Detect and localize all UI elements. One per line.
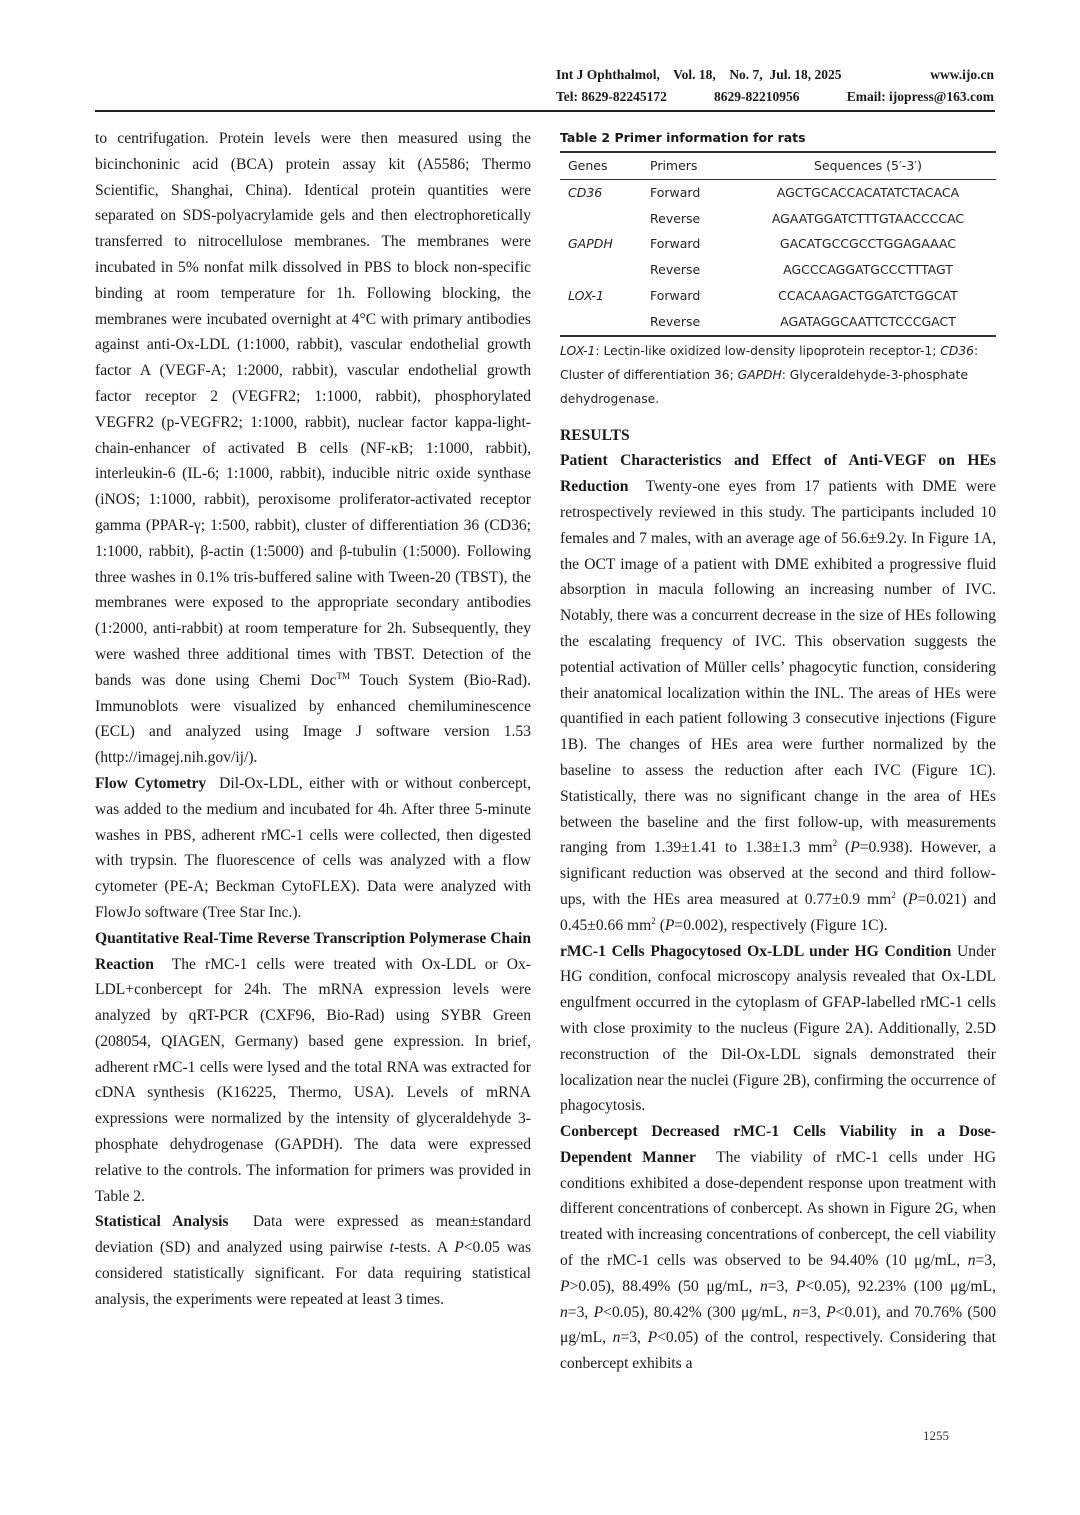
statistical-analysis-paragraph: [95, 1209, 535, 1312]
column-header-sequences: Sequences (5′-3′): [814, 158, 922, 173]
paragraph-text: =0.002), respectively (Figure 1C).: [674, 916, 888, 934]
paragraph-text: <0.05) of the control, respectively. Considering that conbercept exhibits a: [560, 1329, 996, 1373]
journal-name: Int J Ophthalmol,: [556, 67, 660, 82]
paragraph-text: <0.01), and 70.76% (500 μg/mL,: [560, 1303, 996, 1347]
paragraph-text: Touch System (Bio-Rad). Immunoblots were visualized by enhanced chemiluminescence (ECL) and analyzed using Image J software version 1.53 (http://imagej.nih.gov/ij/).: [95, 671, 531, 767]
abbrev-definition: : Lectin-like oxidized low-density lipoprotein receptor-1;: [595, 343, 941, 358]
gene-cell: LOX-1: [568, 287, 604, 303]
trademark-superscript: TM: [336, 670, 350, 681]
superscript: 2: [651, 915, 656, 926]
table-row: [560, 257, 996, 283]
paragraph-text: Data were expressed as mean±standard deviation (SD) and analyzed using pairwise: [95, 1213, 535, 1257]
primer-table: [560, 151, 996, 337]
paragraph-text: to centrifugation. Protein levels were then measured using the bicinchoninic acid (BCA) protein assay kit (A5586; Thermo Scientific, Shanghai, China). Identical protein quantities were separated on SDS-polyacrylamide gels and then electrophoretically transferred to nitrocellulose membranes. The membranes were incubated in 5% nonfat milk dissolved in PBS to block non-specific binding at room temperature for 1h. Following blocking, the membranes were incubated overnight at 4°C with primary antibodies against anti-Ox-LDL (1:1000, rabbit), vascular endothelial growth factor A (VEGF-A; 1:2000, rabbit), vascular endothelial growth factor receptor 2 (VEGFR2; 1:1000, rabbit), phosphorylated VEGFR2 (p-VEGFR2; 1:1000, rabbit), nuclear factor kappa-light-chain-enhancer of activated B cells (NF-κB; 1:1000, rabbit), interleukin-6 (IL-6; 1:1000, rabbit), inducible nitric oxide synthase (iNOS; 1:1000, rabbit), peroxisome proliferator-activated receptor gamma (PPAR-γ; 1:500, rabbit), cluster of differentiation 36 (CD36; 1:1000, rabbit), β-actin (1:5000) and β-tubulin (1:5000). Following three washes in 0.1% tris-buffered saline with Tween-20 (TBST), the membranes were exposed to the appropriate secondary antibodies (1:2000, anti-rabbit) at room temperature for 2h. Subsequently, they were washed three additional times with TBST. Detection of the bands was done using Chemi Doc: [95, 130, 531, 689]
paragraph-text: >0.05), 88.49% (50 μg/mL,: [569, 1277, 760, 1295]
sequence-cell: AGCTGCACCACATATCTACACA: [776, 184, 960, 200]
abbrev-definition: : Cluster of differentiation 36;: [560, 343, 979, 382]
primer-cell: Reverse: [650, 313, 701, 329]
paragraph-text: <0.05), 92.23% (100 μg/mL,: [805, 1277, 996, 1295]
sequence-cell: AGAATGGATCTTTGTAACCCCAC: [771, 210, 965, 226]
journal-issue: No. 7,: [729, 67, 763, 82]
column-header-genes: Genes: [568, 158, 608, 173]
italic-symbol: P: [907, 890, 918, 908]
superscript: 2: [891, 889, 896, 900]
journal-volume: Vol. 18,: [673, 67, 716, 82]
conbercept-viability-paragraph: [560, 1119, 1000, 1377]
paragraph-text: =0.938). However, a significant reduction was observed at the second and third follow-ups, with the HEs area measured at 0.77±0.9 mm: [560, 839, 996, 908]
italic-symbol: P: [593, 1303, 604, 1321]
gene-cell: [560, 257, 650, 283]
italic-symbol: P: [850, 839, 860, 857]
paragraph-text: The rMC-1 cells were treated with Ox-LDL or Ox-LDL+conbercept for 24h. The mRNA expression levels were analyzed by qRT-PCR (CXF96, Bio-Rad) using SYBR Green (208054, QIAGEN, Germany) based gene expression. In brief, adherent rMC-1 cells were lysed and the total RNA was extracted for cDNA synthesis (K16225, Thermo, USA). Levels of mRNA expressions were normalized by the intensity of glyceraldehyde 3-phosphate dehydrogenase (GAPDH). The data were expressed relative to the controls. The information for primers was provided in Table 2.: [95, 955, 535, 1205]
journal-citation: [556, 64, 841, 86]
journal-email[interactable]: Email: ijopress@163.com: [846, 89, 994, 104]
primer-cell: Forward: [650, 287, 701, 303]
sequence-cell: GACATGCCGCCTGGAGAAAC: [779, 236, 957, 252]
paragraph-text: =3,: [975, 1252, 996, 1270]
journal-date: Jul. 18, 2025: [769, 67, 842, 82]
paragraph-text: Dil-Ox-LDL, either with or without conbercept, was added to the medium and incubated for 4h. After three 5-minute washes in PBS, adherent rMC-1 cells were collected, then digested with trypsin. The fluorescence of cells was analyzed with a flow cytometer (PE-A; Beckman CytoFLEX). Data were analyzed with FlowJo software (Tree Star Inc.).: [95, 774, 535, 921]
paragraph-text: =3,: [620, 1329, 648, 1347]
gene-cell: [560, 206, 650, 232]
sequence-cell: AGCCCAGGATGCCCTTTAGT: [783, 262, 953, 278]
table-2: [560, 128, 996, 411]
italic-symbol: P: [647, 1329, 658, 1347]
paragraph-text: Under HG condition, confocal microscopy analysis revealed that Ox-LDL engulfment occurred in the cytoplasm of GFAP-labelled rMC-1 cells with close proximity to the nucleus (Figure 2A). Additionally, 2.5D reconstruction of the Dil-Ox-LDL signals demonstrated their localization near the nuclei (Figure 2B), confirming the occurrence of phagocytosis.: [560, 942, 997, 1115]
page-number: 1255: [923, 1428, 949, 1443]
italic-symbol: P: [795, 1277, 806, 1295]
italic-symbol: n: [612, 1329, 621, 1347]
journal-header: [556, 64, 994, 108]
paragraph-text: =0.021) and 0.45±0.66 mm: [560, 890, 996, 934]
table-row: [560, 206, 996, 232]
paragraph-text: <0.05), 80.42% (300 μg/mL,: [603, 1303, 793, 1321]
italic-symbol: P: [560, 1277, 570, 1295]
section-heading-qpcr: Quantitative Real-Time Reverse Transcription Polymerase Chain Reaction: [95, 929, 531, 973]
primer-cell: Reverse: [650, 262, 701, 278]
section-heading-conbercept-viability: Conbercept Decreased rMC-1 Cells Viability in a Dose-Dependent Manner: [560, 1123, 996, 1166]
primer-cell: Forward: [650, 236, 701, 252]
left-column: [95, 126, 535, 1313]
table-footnote: [560, 339, 996, 411]
header-row-1: [556, 64, 994, 86]
western-blot-paragraph: [95, 126, 531, 771]
section-heading-statistical-analysis: Statistical Analysis: [95, 1213, 229, 1231]
results-heading: RESULTS: [560, 426, 630, 444]
italic-symbol: t: [389, 1239, 394, 1257]
table-row: [560, 231, 996, 257]
paragraph-text: =3,: [567, 1303, 594, 1321]
abbrev-term: GAPDH: [737, 367, 782, 382]
qpcr-paragraph: [95, 926, 535, 1210]
primer-cell: Reverse: [650, 210, 701, 226]
gene-cell: [560, 309, 650, 336]
column-header-primers: Primers: [650, 158, 698, 173]
journal-tel: Tel: 8629-82245172: [556, 89, 667, 104]
gene-cell: GAPDH: [568, 236, 613, 252]
header-row-2: [556, 86, 994, 108]
paragraph-text: (: [655, 916, 665, 934]
italic-symbol: n: [759, 1277, 768, 1295]
journal-tel-2: 8629-82210956: [714, 89, 800, 104]
italic-symbol: n: [560, 1303, 568, 1321]
abbrev-term: CD36: [940, 343, 974, 358]
italic-symbol: n: [792, 1303, 801, 1321]
paragraph-text: =3,: [767, 1277, 796, 1295]
table-header-row: [560, 152, 996, 179]
italic-symbol: P: [454, 1239, 464, 1257]
table-title: Table 2 Primer information for rats: [560, 130, 806, 145]
abbrev-term: LOX-1: [560, 343, 596, 358]
header-divider: [95, 110, 995, 112]
italic-symbol: n: [967, 1252, 976, 1270]
italic-symbol: P: [664, 916, 675, 934]
phagocytosis-paragraph: [560, 939, 996, 1120]
paragraph-text: -tests. A: [393, 1239, 455, 1257]
italic-symbol: P: [826, 1303, 836, 1321]
table-row: [560, 179, 996, 205]
journal-website-link[interactable]: www.ijo.cn: [930, 67, 994, 82]
paragraph-text: <0.05 was considered statistically significant. For data requiring statistical analysis, the experiments were repeated at least 3 times.: [95, 1239, 532, 1308]
abbrev-definition: : Glyceraldehyde-3-phosphate dehydrogenase.: [560, 367, 968, 406]
right-column: [560, 126, 1000, 1377]
flow-cytometry-paragraph: [95, 771, 535, 926]
superscript: 2: [832, 838, 838, 849]
table-row: [560, 283, 996, 309]
paragraph-text: (: [837, 839, 851, 857]
paragraph-text: The viability of rMC-1 cells under HG conditions exhibited a dose-dependent response upon treatment with different concentrations of conbercept. As shown in Figure 2G, when treated with increasing concentrations of conbercept, the cell viability of the rMC-1 cells was observed to be 94.40% (10 μg/mL,: [560, 1148, 1000, 1270]
paragraph-text: =3,: [800, 1303, 827, 1321]
section-heading-phagocytosis: rMC-1 Cells Phagocytosed Ox-LDL under HG Condition: [560, 942, 952, 960]
paragraph-text: Twenty-one eyes from 17 patients with DME were retrospectively reviewed in this study. The participants included 10 females and 7 males, with an average age of 56.6±9.2y. In Figure 1A, the OCT image of a patient with DME exhibited a progressive fluid absorption in macula following an increasing number of IVC. Notably, there was a concurrent decrease in the size of HEs following the escalating frequency of IVC. This observation suggests the potential activation of Müller cells’ phagocytic function, considering their anatomical localization within the INL. The areas of HEs were quantified in each patient following 3 consecutive injections (Figure 1B). The changes of HEs area were further normalized by the baseline to assess the reduction after each IVC (Figure 1C). Statistically, there was no significant change in the area of HEs between the baseline and the first follow-up, with measurements ranging from 1.39±1.41 to 1.38±1.3 mm: [560, 478, 1000, 857]
section-heading-flow-cytometry: Flow Cytometry: [95, 774, 207, 792]
sequence-cell: AGATAGGCAATTCTCCCGACT: [780, 313, 956, 329]
table-row: [560, 309, 996, 336]
section-heading-patient-characteristics: Patient Characteristics and Effect of Anti-VEGF on HEs Reduction: [560, 452, 996, 496]
sequence-cell: CCACAAGACTGGATCTGGCAT: [778, 287, 958, 303]
gene-cell: CD36: [568, 184, 603, 200]
patient-characteristics-paragraph: [560, 448, 1000, 938]
primer-cell: Forward: [650, 184, 701, 200]
paragraph-text: (: [895, 890, 908, 908]
